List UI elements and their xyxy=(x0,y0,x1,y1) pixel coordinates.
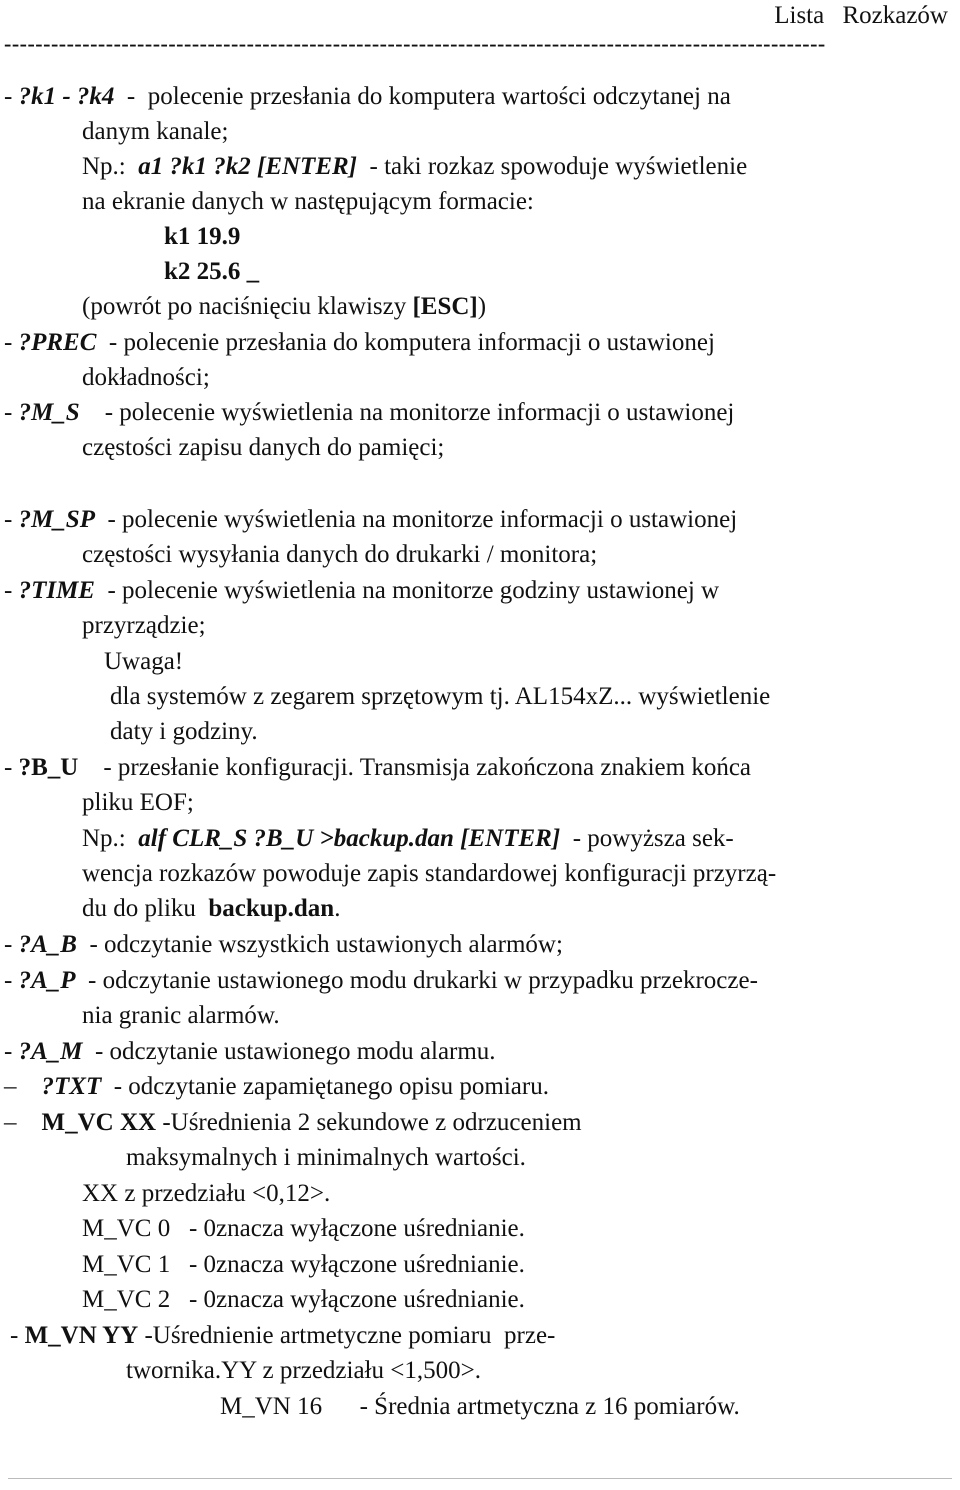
text-line xyxy=(82,1285,525,1315)
text-segment: - odczytanie wszystkich ustawionych alarmów; xyxy=(76,931,563,958)
text-segment: -Uśrednienie artmetyczne pomiaru prze- xyxy=(138,1322,556,1349)
text-line xyxy=(4,82,731,112)
text-line xyxy=(82,292,486,322)
text-segment: Np.: xyxy=(82,825,139,852)
text-segment: nia granic alarmów. xyxy=(82,1002,280,1029)
text-line xyxy=(110,717,258,747)
text-segment: - powyższa sek- xyxy=(560,825,734,852)
text-line xyxy=(126,1356,481,1386)
text-segment: na ekranie danych w następującym formacie: xyxy=(82,188,534,215)
text-segment: - xyxy=(4,399,19,426)
text-segment: ) xyxy=(477,293,487,320)
text-line xyxy=(4,930,563,960)
text-segment: - polecenie wyświetlenia na monitorze informacji o ustawionej xyxy=(79,399,735,426)
command-keyword: M_VC XX xyxy=(41,1109,157,1136)
text-segment: - polecenie przesłania do komputera wartości odczytanej na xyxy=(114,83,731,110)
text-segment: - xyxy=(4,967,19,994)
text-segment: pliku EOF; xyxy=(82,789,194,816)
text-line xyxy=(10,1321,555,1351)
text-line xyxy=(82,117,228,147)
command-keyword: [ESC] xyxy=(412,293,478,320)
text-line xyxy=(104,647,183,677)
text-line xyxy=(82,1250,525,1280)
text-line xyxy=(82,894,340,924)
text-line xyxy=(82,1179,330,1209)
text-segment: (powrót po naciśnięciu klawiszy xyxy=(82,293,413,320)
text-line xyxy=(220,1392,740,1422)
text-line xyxy=(4,576,719,606)
text-line xyxy=(4,1108,582,1138)
text-line xyxy=(4,505,737,535)
text-segment: częstości zapisu danych do pamięci; xyxy=(82,434,445,461)
text-line xyxy=(82,433,444,463)
text-line xyxy=(4,1072,549,1102)
text-segment: - polecenie przesłania do komputera informacji o ustawionej xyxy=(96,329,715,356)
text-segment: daty i godziny. xyxy=(110,718,258,745)
command-keyword: ?B_U xyxy=(18,754,79,781)
command-keyword: ?A_P xyxy=(18,967,76,994)
text-segment: M_VC 1 - 0znacza wyłączone uśrednianie. xyxy=(82,1251,525,1278)
header-dash-rule: --------------------------------------------------------------------------------------------------------- xyxy=(4,32,826,56)
text-segment: XX z przedziału <0,12>. xyxy=(82,1180,331,1207)
text-segment: - odczytanie zapamiętanego opisu pomiaru. xyxy=(101,1073,549,1100)
text-segment: maksymalnych i minimalnych wartości. xyxy=(126,1144,526,1171)
text-segment: - xyxy=(4,577,19,604)
text-segment: M_VC 2 - 0znacza wyłączone uśrednianie. xyxy=(82,1286,525,1313)
text-segment: dla systemów z zegarem sprzętowym tj. AL154xZ... wyświetlenie xyxy=(110,683,771,710)
text-line xyxy=(4,753,751,783)
command-keyword: a1 ?k1 ?k2 [ENTER] xyxy=(138,153,357,180)
text-segment: - xyxy=(4,83,19,110)
text-line xyxy=(82,187,534,217)
text-segment: wencja rozkazów powoduje zapis standardowej konfiguracji przyrzą- xyxy=(82,860,777,887)
text-segment: danym kanale; xyxy=(82,118,229,145)
text-segment: – xyxy=(4,1109,42,1136)
command-keyword: k2 25.6 _ xyxy=(164,258,260,285)
text-segment: – xyxy=(4,1073,42,1100)
text-line xyxy=(164,222,240,252)
text-segment: M_VN 16 - Średnia artmetyczna z 16 pomiarów. xyxy=(220,1393,740,1420)
text-segment: - xyxy=(4,754,19,781)
page-title: Lista Rozkazów xyxy=(774,2,948,29)
text-line xyxy=(4,398,734,428)
text-segment: - odczytanie ustawionego modu drukarki w przypadku przekrocze- xyxy=(75,967,758,994)
text-line xyxy=(82,1001,280,1031)
text-segment: Np.: xyxy=(82,153,139,180)
command-keyword: ?A_M xyxy=(18,1038,83,1065)
text-line xyxy=(82,788,194,818)
text-segment: - taki rozkaz spowoduje wyświetlenie xyxy=(357,153,748,180)
text-line xyxy=(4,1037,496,1067)
text-line xyxy=(82,859,776,889)
text-segment: - xyxy=(4,931,19,958)
text-line xyxy=(110,682,770,712)
text-line xyxy=(126,1143,526,1173)
text-segment: - odczytanie ustawionego modu alarmu. xyxy=(82,1038,496,1065)
text-segment: - xyxy=(4,1038,19,1065)
command-keyword: ?PREC xyxy=(18,329,97,356)
text-segment: - polecenie wyświetlenia na monitorze godziny ustawionej w xyxy=(94,577,720,604)
text-segment: M_VC 0 - 0znacza wyłączone uśrednianie. xyxy=(82,1215,525,1242)
text-segment: - xyxy=(10,1322,25,1349)
command-keyword: ?TIME xyxy=(18,577,95,604)
text-segment: - xyxy=(4,506,19,533)
text-line xyxy=(82,363,210,393)
command-keyword: ?k1 - ?k4 xyxy=(18,83,115,110)
text-segment: du do pliku xyxy=(82,895,209,922)
text-line xyxy=(82,152,747,182)
text-segment: - przesłanie konfiguracji. Transmisja zakończona znakiem końca xyxy=(78,754,752,781)
text-segment: dokładności; xyxy=(82,364,210,391)
bottom-divider xyxy=(8,1478,952,1479)
text-line xyxy=(164,257,259,287)
text-line xyxy=(82,824,734,854)
text-segment: - polecenie wyświetlenia na monitorze informacji o ustawionej xyxy=(94,506,738,533)
text-line xyxy=(4,966,758,996)
text-segment: częstości wysyłania danych do drukarki / monitora; xyxy=(82,541,598,568)
text-line xyxy=(82,1214,525,1244)
command-keyword: backup.dan xyxy=(208,895,335,922)
command-keyword: ?M_S xyxy=(18,399,80,426)
command-keyword: M_VN YY xyxy=(24,1322,139,1349)
text-segment: -Uśrednienia 2 sekundowe z odrzuceniem xyxy=(156,1109,582,1136)
command-keyword: ?M_SP xyxy=(18,506,95,533)
text-segment: Uwaga! xyxy=(104,648,184,675)
command-keyword: ?A_B xyxy=(18,931,77,958)
text-segment: twornika.YY z przedziału <1,500>. xyxy=(126,1357,481,1384)
text-line xyxy=(82,540,597,570)
text-line xyxy=(82,611,206,641)
text-segment: . xyxy=(334,895,341,922)
text-line xyxy=(4,328,715,358)
command-keyword: k1 19.9 xyxy=(164,223,241,250)
command-keyword: alf CLR_S ?B_U >backup.dan [ENTER] xyxy=(138,825,561,852)
text-segment: przyrządzie; xyxy=(82,612,206,639)
command-keyword: ?TXT xyxy=(41,1073,102,1100)
text-segment: - xyxy=(4,329,19,356)
